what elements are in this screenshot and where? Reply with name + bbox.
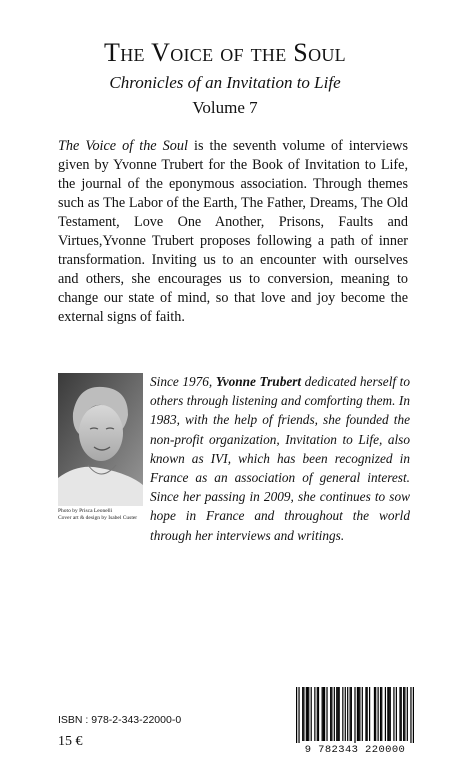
barcode-bar	[354, 687, 355, 743]
volume-label: Volume 7	[192, 98, 258, 117]
barcode-bar	[308, 687, 309, 741]
barcode-bar	[365, 687, 366, 741]
barcode-bar	[326, 687, 327, 741]
photo-credit: Photo by Prisca Leonelli	[58, 508, 113, 514]
author-name: Yvonne Trubert	[215, 374, 302, 389]
barcode-bar	[410, 687, 411, 743]
barcode-bar	[381, 687, 382, 741]
author-photo	[58, 373, 143, 506]
bio-intro: Since 1976,	[150, 374, 216, 389]
blurb-title: The Voice of the Soul	[58, 138, 188, 154]
barcode-bar	[345, 687, 346, 741]
barcode-bar	[380, 687, 381, 741]
barcode-bar	[298, 687, 299, 743]
barcode-bar	[311, 687, 312, 741]
barcode-bar	[302, 687, 303, 741]
barcode-bar	[385, 687, 386, 741]
barcode-bar	[306, 687, 307, 741]
barcode-bar	[339, 687, 340, 741]
back-cover-blurb	[58, 137, 408, 327]
book-subtitle: Chronicles of an Invitation to Life	[109, 73, 341, 92]
blurb-text: is the seventh volume of interviews given by Yvonne Trubert for the Book of Invitation to Life, the journal of the eponymous association. Through themes such as The Labor of the Earth, The Father, Dreams, The Old Testament, Love One Another, Prisons, Faults and Virtues,Yvonne Trubert proposes following a path of inner transformation. Inviting us to an encounter with ourselves and others, she encourages us to conversion, meaning to change our state of mind, so that love and joy become the external signs of faith.	[58, 138, 408, 325]
author-bio	[150, 372, 410, 545]
barcode-bar	[388, 687, 389, 741]
barcode-bar	[347, 687, 348, 741]
barcode-bar	[390, 687, 391, 741]
barcode-bar	[404, 687, 405, 741]
barcode-bar	[357, 687, 358, 741]
barcode-number: 9 782343 220000	[304, 744, 406, 756]
barcode-bar	[399, 687, 400, 741]
barcode-bar	[330, 687, 331, 741]
barcode-bar	[318, 687, 319, 741]
barcode-bar	[401, 687, 402, 741]
barcode-bar	[362, 687, 363, 741]
barcode-bar	[393, 687, 394, 741]
barcode-bar	[351, 687, 352, 741]
barcode-bar	[369, 687, 370, 741]
barcode-bar	[331, 687, 332, 741]
barcode-bar	[374, 687, 375, 741]
barcode-bars	[296, 687, 414, 743]
barcode-bar	[324, 687, 325, 741]
barcode-bar	[314, 687, 315, 741]
barcode-bar	[317, 687, 318, 741]
barcode-bar	[375, 687, 376, 741]
book-title: The Voice of the Soul	[104, 38, 346, 67]
barcode-bar	[396, 687, 397, 741]
price-label: 15 €	[58, 734, 83, 749]
cover-credit: Cover art & design by Isabel Custer	[58, 515, 138, 521]
barcode-bar	[296, 687, 297, 743]
barcode-bar	[413, 687, 414, 743]
barcode-bar	[358, 687, 359, 741]
barcode-bar	[378, 687, 379, 741]
barcode-bar	[337, 687, 338, 741]
barcode-bar	[336, 687, 337, 741]
barcode-bar	[359, 687, 360, 741]
barcode-bar	[322, 687, 323, 741]
barcode-bar	[342, 687, 343, 741]
isbn-label: ISBN : 978-2-343-22000-0	[58, 714, 182, 726]
barcode-bar	[403, 687, 404, 741]
bio-text: dedicated herself to others through listening and comforting them. In 1983, with the help of friends, she founded the non-profit organization, Invitation to Life, also known as IVI, which has been recognized in France as an association of general interest. Since her passing in 2009, she continues to sow hope in France and throughout the world through her interviews and writings.	[150, 374, 410, 543]
barcode-bar	[307, 687, 308, 741]
barcode-bar	[303, 687, 304, 741]
barcode-bar	[387, 687, 388, 741]
barcode-bar	[407, 687, 408, 741]
barcode-bar	[367, 687, 368, 741]
barcode-bar	[350, 687, 351, 741]
barcode-bar	[334, 687, 335, 741]
barcode-bar	[323, 687, 324, 741]
